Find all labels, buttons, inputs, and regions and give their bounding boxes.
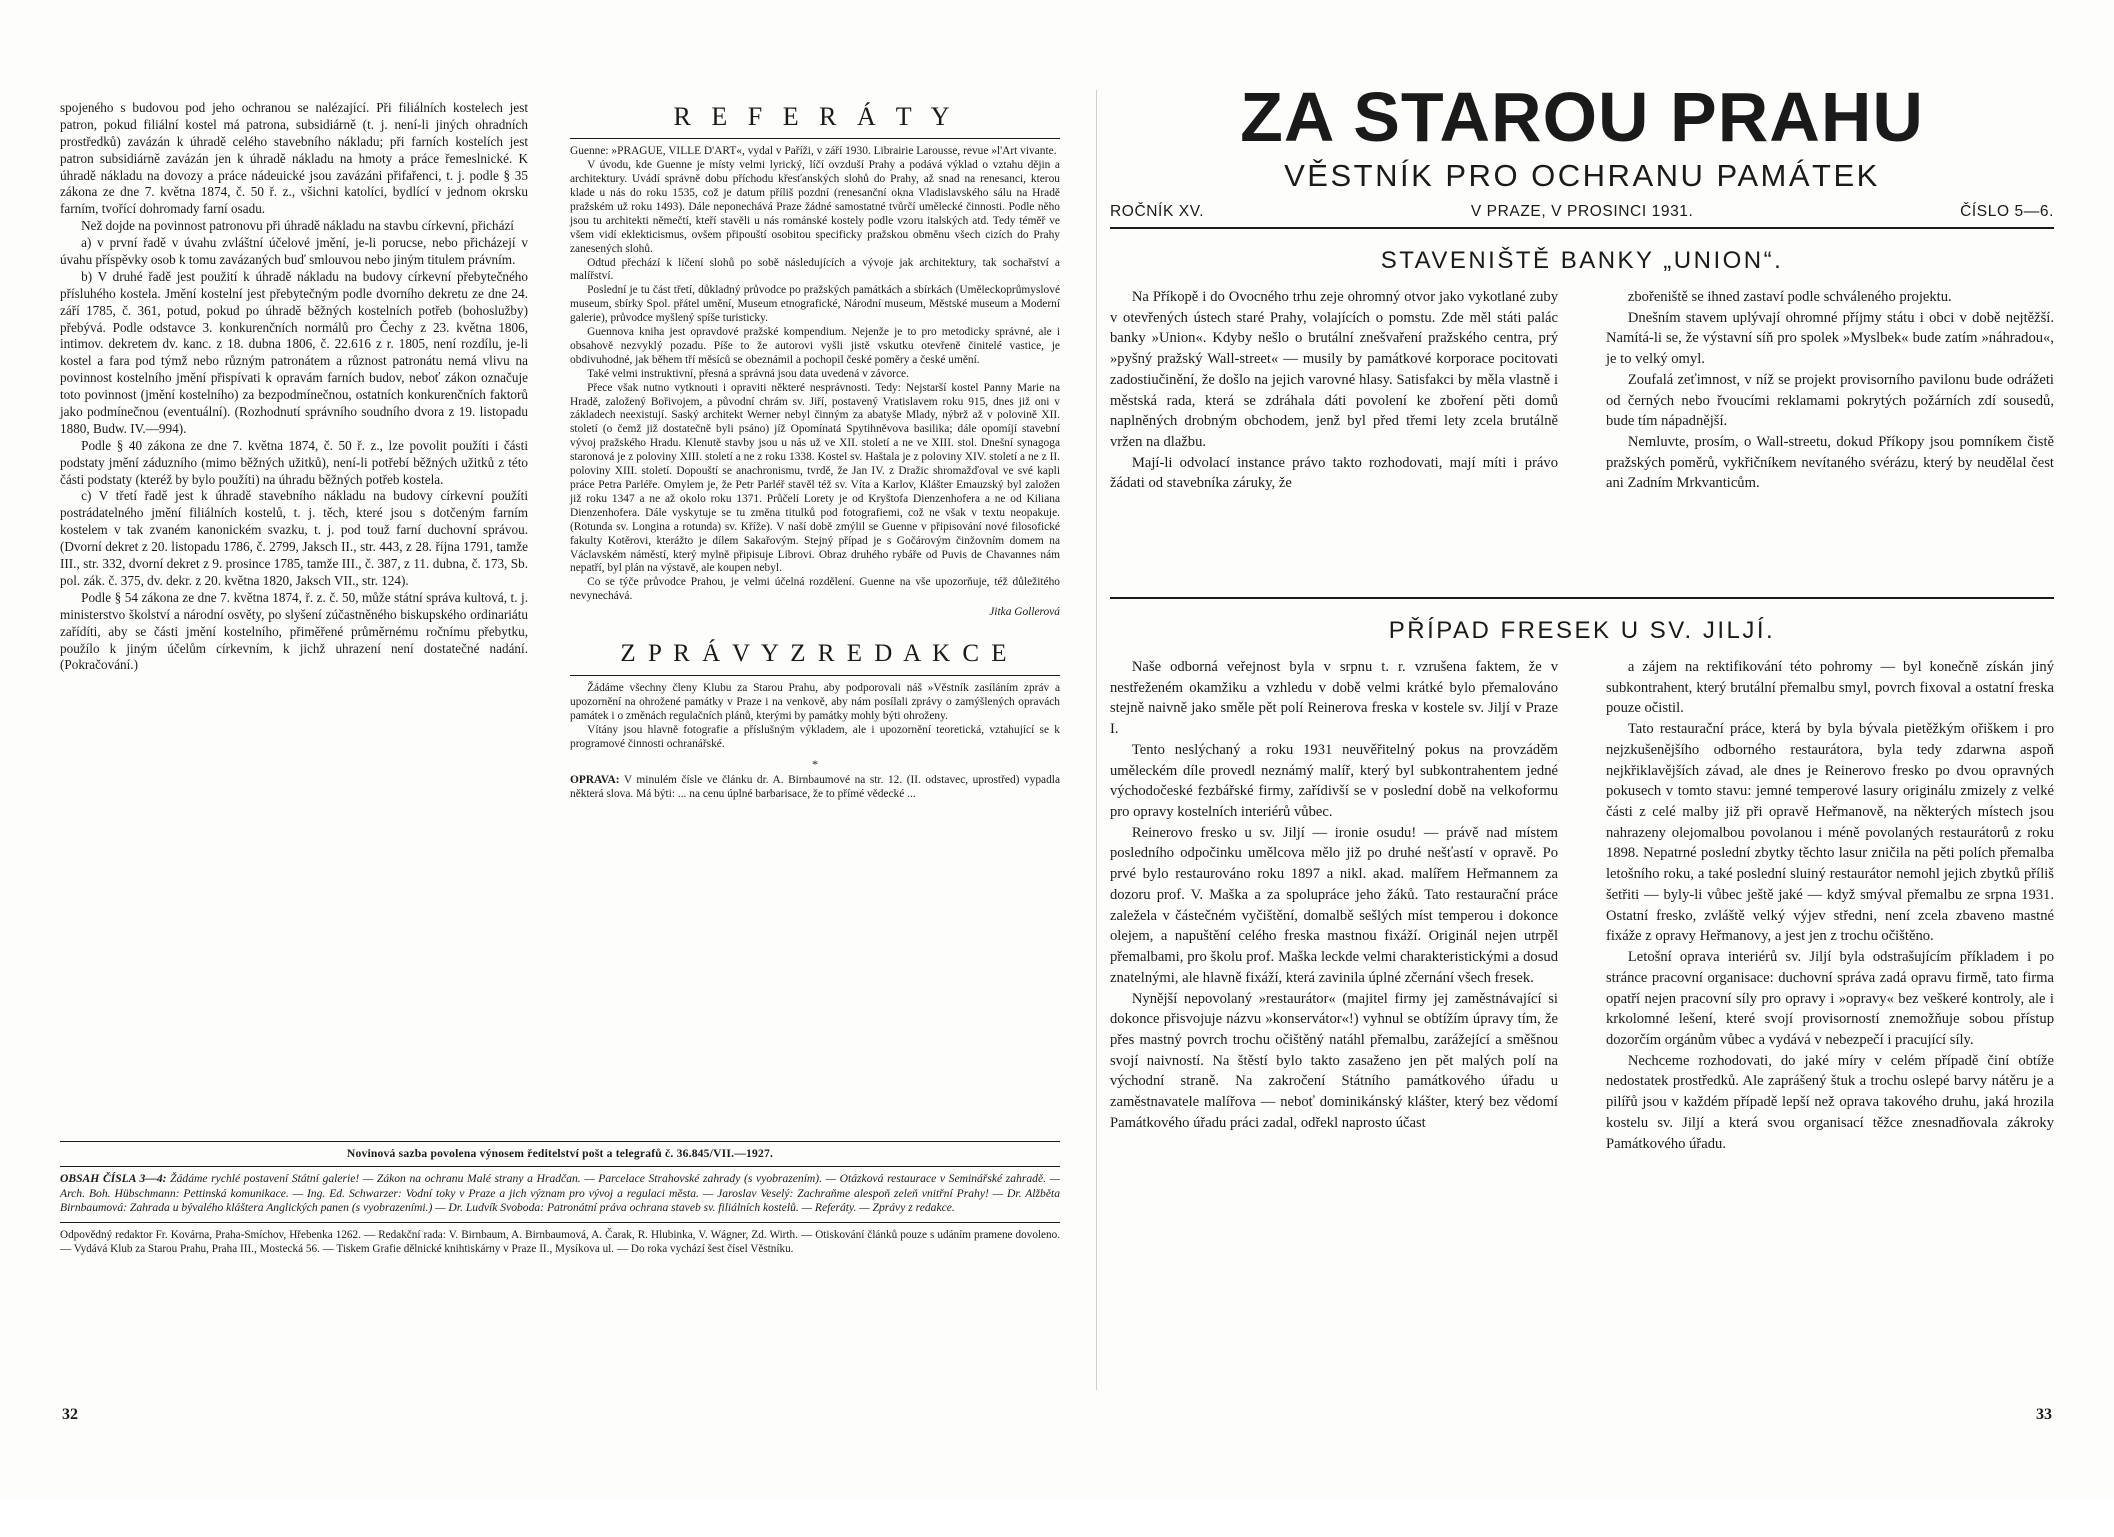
paragraph: Podle § 54 zákona ze dne 7. května 1874, ř. z. č. 50, může státní správa kultová, t. j. ministerstvo školství a národní osvěty, po slyšení zúčastněného biskupského ordinariátu zařídíti, aby se části jmění kostelního, přiměřené průměrnému ročnímu přebytku, použílo k jiným účelům církevním, k jichž uhrazení není dostatečné nadání. (Pokračování.) <box>60 589 528 673</box>
paragraph: zbořeniště se ihned zastaví podle schváleného projektu. <box>1627 289 1952 305</box>
paragraph: Žádáme všechny členy Klubu za Starou Prahu, aby podporovali náš »Věstník zasíláním zpráv a upozornění na ohrožené památky v Praze i na venkově, aby nám posílali zprávy o zamýšlených opravách památek i o změnách regulačních plánů, kterými by památky mohly býti ohroženy. <box>570 682 1060 722</box>
paragraph: c) V třetí řadě jest k úhradě stavebního nákladu na budovy církevní použíti postrádatelného jmění filiálních kostelů, t. j. těch, které jsou s dotčeným farním kostelem v tak zvaném kanonickém svazku, t. j. pod touž farní duchovní správou. (Dvorní dekret z 20. listopadu 1786, č. 2799, Jaksch II., str. 443, z 28. října 1791, tamže III., str. 332, dvorní dekret z 9. prosince 1785, tamže III., č. 387, z 11. dubna, č. 173, Sb. pol. zák. č. 375, dv. dekr. z 20. května 1820, Jaksch VII., str. 124). <box>60 488 528 588</box>
postal-notice: Novinová sazba povolena výnosem ředitelství pošt a telegrafů č. 36.845/VII.—1927. <box>346 1147 774 1160</box>
paragraph: Guennova kniha jest opravdové pražské kompendium. Nejenže je to pro metodicky správné, ale i obsahově nezvyklý pozadu. Píše to že autorovi vyšli jistě vskutku otevřeně činitelé vastice, je obdivuhodné, jak během tří měsíců se obeznámil a pochopil české poměry a české umění. <box>570 326 1060 366</box>
divider <box>1110 597 2054 599</box>
paragraph: spojeného s budovou pod jeho ochranou se nalézající. Při filiálních kostelech jest patron, pokud filiální kostel má patrona, subsidiárně (t. j. není-li jiných ohradních prostředků) zavázán k úhradě celého stavebního nákladu; při farních kostelích jest patron subsidiárně zavázán jen k úhradě nákladu na hmoty a práce řemeslnické. K úhradě nákladu na dovozy a práce nádeuické jsou zavázáni přifařenci, t. j. podle § 35 zákona ze dne 7. května 1874, č. 50 ř. z., všichni katolíci, bydlící v jednom okrsku farním, tvořící dohromady farní osadu. <box>60 100 528 217</box>
masthead-subtitle: VĚSTNÍK PRO OCHRANU PAMÁTEK <box>1284 158 1880 193</box>
paragraph: Nechceme rozhodovati, do jaké míry v celém případě činí obtíže nedostatek prostředků. Ale zaprášený štuk a trochu oslepé barvy nátěru je a pilířů jsou v každém případě lepší než oprava takového druhu, jaká hrozila kostelu sv. Jiljí a která svou organisací těžce znesnadňovala zákroky Památkového úřadu. <box>1606 1052 2054 1152</box>
zpravy-block <box>570 682 1060 802</box>
paragraph: Tato restaurační práce, která by byla bývala pietěžkým ořiškem i pro nejzkušenějšího odborného restaurátora, byla tedy zdarwna aspoň nejkřiklavějších závad, ale dnes je Reinerovo fresko po dvou opravných pokusech v tomto stavu: jemné temperové lasury originálu zmizely z velké části z celé malby již při opravě Heřmanově, na některých místech jsou nahrazeny olejomalbou povolanou i méně povolaných restaurátorů z roku 1898. Nepatrné poslední zbytky těchto lasur zničila na pěti polích přemalba letošního roku, a také poslední sluiný restaurátor nemohl jejich zbytků příliš šetřiti — byly-li vůbec ještě jaké — když smýval přemalbu ze srpna 1931. Ostatní fresko, zvláště velký výjev středni, není zcela zbaveno mastné fixáže z opravy Heřmanovy, a jest jen z trochu očištěno. <box>1606 721 2054 945</box>
review-signature: Jitka Gollerová <box>989 606 1060 619</box>
paragraph: Reinerovo fresko u sv. Jiljí — ironie osudu! — právě nad místem posledního odpočinku umělcova mělo již po druhé nešťastí v opravě. Po prvé bylo restaurováno roku 1897 a nikl. akad. malířem Heřmannem za dozoru prof. V. Maška a za spolupráce jeho žáků. Tato restaurační práce zaležela v částečném vyčištění, domalbě sešlých míst temperou i dokonce olejem, a napuštění celého freska mastnou fixáží. Originál nejen utrpěl přemalbami, pro školu prof. Maška leckde velmi charakteristickými a dosud znatelnými, ale hlavně fixáží, která zavinila úplné zčernání všech fresek. <box>1110 824 1558 986</box>
oprava-block <box>570 774 1060 802</box>
masthead-title: ZA STAROU PRAHU <box>1240 78 1924 156</box>
paragraph: Mají-li odvolací instance právo takto rozhodovati, mají míti i právo žádati od stavebníka záruky, že <box>1110 454 1558 492</box>
article-2-column-2 <box>1606 657 2054 1154</box>
oprava-label: OPRAVA: <box>570 774 620 787</box>
paragraph: Než dojde na povinnost patronovu při úhradě nákladu na stavbu církevní, přichází <box>81 218 514 234</box>
paragraph: Zoufalá zeťimnost, v níž se projekt provisorního pavilonu bude odrážeti od černých nebo řvoucími reklamami pokrytých požárních zdí sousedů, bude tím nápadnější. <box>1606 371 2054 430</box>
left-page <box>60 100 1060 1410</box>
referaty-heading: R E F E R Á T Y <box>570 100 1060 139</box>
divider <box>60 1141 1060 1142</box>
colophon: Odpovědný redaktor Fr. Kovárna, Praha-Smíchov, Hřebenka 1262. — Redakční rada: V. Birnbaum, A. Birnbaumová, A. Čarak, R. Hlubinka, V. Wágner, Zd. Wirth. — Otiskování článků pouze s udáním pramene dovoleno. — Vydává Klub za Starou Prahu, Praha III., Mostecká 56. — Tiskem Grafie dělnické knihtiskárny v Praze II., Mysíkova ul. — Do roka vychází šest čísel Věstníku. <box>60 1228 1060 1255</box>
left-column-2 <box>570 100 1060 802</box>
review-lead: Guenne: »PRAGUE, VILLE D'ART«, vydal v Paříži, v září 1930. Librairie Larousse, revue »l'Art vivante. <box>570 145 1057 158</box>
table-of-contents <box>60 1172 1060 1216</box>
paragraph: Na Příkopě i do Ovocného trhu zeje ohromný otvor jako vykotlané zuby v otevřených ústech staré Prahy, volajících o pomstu. Zde měl státi palác banky »Union«. Kdyby nešlo o brutální znešvaření pražského centra, prý »pyšný pražský Wall-street« — musily by památkové korporace pocitovati zadostiučinění, že došlo na jejich varovné hlasy. Satisfakci by měla vlastně i městská rada, která se zdráhala dáti povolení ke zboření pěti domů naplněných drobným obchodem, jenž byl před třemi lety zcela brutálně vržen na dlažbu. <box>1110 289 1558 451</box>
zpravy-heading: Z P R Á V Y Z R E D A K C E <box>570 638 1060 676</box>
article-1-columns <box>1110 287 2054 587</box>
article-1-column-2 <box>1606 287 2054 494</box>
toc-text: Žádáme rychlé postavení Státní galerie! — Zákon na ochranu Malé strany a Hradčan. — Parcelace Strahovské zahrady (s vyobrazením). — Otázková restaurace v Seminářské zahradě. — Arch. Boh. Hübschmann: Pettinská komunikace. — Ing. Ed. Schwarzer: Vodní toky v Praze a jich význam pro vývoj a regulaci města. — Jaroslav Veselý: Zachraňme alespoň zeleň vnitřní Prahy! — Dr. Alžběta Birnbaumová: Zahrada u bývalého kláštera Anglických panen (s vyobrazeními.) — Dr. Ludvík Svoboda: Patronátní práva ochrana staveb sv. filiálních kostelů. — Referáty. — Zprávy z redakce. <box>60 1172 1060 1215</box>
paragraph: b) V druhé řadě jest použití k úhradě nákladu na budovy církevní přebytečného přísluhého kostela. Jmění kostelní jest přebytečným podle dvorního dekretu ze dne 24. září 1785, č. 361, potud, pokud po úhradě běžných kostelních potřeb (bohoslužby) přebývá. Podle odstavce 3. konkurenčních normálů pro Čechy z 23. května 1806, intimov. dekretem dv. kanc. z 18. dubna 1806, č. 22.616 z r. 1805, není rozdílu, je-li kostel a fara pod týmž nebo různým patronátem a různost patronátu nemá vlivu na povinnost kostelního jmění přispívati k opravám farních budov, neboť zákon označuje toto povinnost (jmění kostelního) za bezpodmínečnou, ostatních konkurenčních faktorů jako podmínečnou (eventuální). (Rozhodnutí správního soudního dvora z 19. listopadu 1880, Budw. IV.—994). <box>60 268 528 436</box>
place-date-label: V PRAZE, V PROSINCI 1931. <box>1470 203 1694 220</box>
page-number-right: 33 <box>2036 1406 2052 1423</box>
page-number-left: 32 <box>62 1406 78 1423</box>
article-2-heading: PŘÍPAD FRESEK U SV. JILJÍ. <box>1388 617 1776 644</box>
divider <box>60 1166 1060 1167</box>
paragraph: Tento neslýchaný a roku 1931 neuvěřitelný pokus na provzáděm uměleckém díle provedl neznámý malíř, který byl subkontrahentem jedné východočeské fezbářské firmy, zařídivší se v poslední době na velkoformu pro opravy kostelních interiérů vůbec. <box>1110 741 1558 821</box>
article-2-column-1 <box>1110 657 1558 1134</box>
masthead-meta <box>1110 203 2054 229</box>
paragraph: Letošní oprava interiérů sv. Jiljí byla odstrašujícím příkladem i po stránce pracovní organisace: duchovní správa zadá opravu firmě, tato firma opatří nejen pracovní síly pro opravy i »opravy« bez veškeré kontroly, ale i krkolomné lešení, které svojí provisorností znemožňuje sobou přístup dozorčím orgánům vůbec a vydává v nebezpečí i pracující síly. <box>1606 949 2054 1048</box>
review-block <box>570 145 1060 620</box>
paragraph: V úvodu, kde Guenne je místy velmi lyrický, líčí ovzduší Prahy a podává výklad o vztahu dějin a architektury. Uvádí správně dobu příchodu křesťanských slohů do Prahy, až snad na renesanci, kterou klade u nás do roku 1535, což je datum příliš pozdní (renesanční okna Vladislavského sálu na Hradě pražském už roku 1493). Dále neponechává Praze žádné samostatné tvůrčí umělecké činnosti. Podle něho jsou tu architekti němečtí, kteří stavěli u nás románské kostely podle vzoru italských atd. Tedy téměř ve všem vidí eklekticismus, ovšem připouští osobitou specificky pražskou obměnu všech cizích do Prahy zanesených slohů. <box>570 159 1060 255</box>
divider <box>60 1222 1060 1223</box>
toc-heading: OBSAH ČÍSLA 3—4: <box>60 1172 167 1185</box>
article-1-heading: STAVENIŠTĚ BANKY „UNION“. <box>1380 247 1784 274</box>
paragraph: a) v první řadě v úvahu zvláštní účelové jmění, je-li porucse, nebo přicházejí v úvahu příspěvky osob k tomu zavázaných buď smlouvou nebo jiným titulem právním. <box>60 235 528 268</box>
left-page-footer <box>60 1135 1060 1256</box>
paragraph: Odtud přechází k líčení slohů po sobě následujících a vývoje jak architektury, tak sochařství a malířství. <box>570 256 1060 283</box>
paragraph: Poslední je tu část třetí, důkladný průvodce po pražských památkách a sbírkách (Uměleckoprůmyslové museum, sbírky Spol. přátel umění, Museum etnografické, Národní museum, Městské museum a Moderní galerie), průvodce myšlený spíše turisticky. <box>570 284 1060 325</box>
paragraph: a zájem na rektifikování této pohromy — byl konečně získán jiný subkontrahent, který brutální přemalbu smyl, povrch fixoval a ostatní freska pouze očistil. <box>1606 659 2054 717</box>
volume-label: ROČNÍK XV. <box>1110 203 1205 220</box>
paragraph: Podle § 40 zákona ze dne 7. května 1874, č. 50 ř. z., lze povolit použíti i části podstaty jmění záduzního (mimo běžných užitků), není-li potřebí běžných užitků z této části podstaty (kteréž by bylo použíti) na úhradu běžných potřeb kostela. <box>60 437 528 487</box>
page-gutter-divider <box>1096 90 1097 1390</box>
paragraph: Dnešním stavem uplývají ohromné příjmy státu i obci v době nejtěžší. Namítá-li se, že výstavní síň pro spolek »Myslbek« bude zatím »náhradou«, je to velký omyl. <box>1606 309 2054 368</box>
oprava-text: V minulém čísle ve článku dr. A. Birnbaumové na str. 12. (II. odstavec, uprostřed) vypadla některá slova. Má býti: ... na cenu úplné barbarisace, že to přímé vědecké ... <box>570 774 1060 801</box>
paragraph: Naše odborná veřejnost byla v srpnu t. r. vzrušena faktem, že v nestřeženém okamžiku a vzhledu v době velmi krátké bylo přemalováno stejně naivně jako směle pět polí Reinerova freska v kostele sv. Jiljí v Praze I. <box>1110 659 1558 738</box>
right-page <box>1110 78 2054 1537</box>
paragraph: Nynější nepovolaný »restaurátor« (majitel firmy jej zaměstnávající si dokonce přisvojuje názvu »konservátor«!) vyhnul se obtížím úpravy tím, že přes mastný povrch trochu očištěný natáhl přemalbu, zarážející a směšnou svojí naivností. Na štěstí bylo takto zasaženo jen pět malých polí na východní straně. Na zakročení Státního památkového úřadu u zaměstnavatele malířova — neboť dominikánský klášter, který bez vědomí Památkového úřadu práci zadal, odřekl naprosto účast <box>1110 990 1558 1131</box>
paragraph: Co se týče průvodce Prahou, je velmi účelná rozdělení. Guenne na vše upozorňuje, též důležitého nevynechává. <box>570 576 1060 603</box>
issue-label: ČÍSLO 5—6. <box>1960 203 2054 220</box>
left-column-1 <box>60 100 528 674</box>
article-1-column-1 <box>1110 287 1558 494</box>
paragraph: Také velmi instruktivní, přesná a správná jsou data uvedená v závorce. <box>587 367 909 380</box>
paragraph: Vítány jsou hlavně fotografie a příslušným výkladem, ale i upozornění teoretická, vztahující se k programové činnosti ochranářské. <box>570 723 1060 750</box>
paragraph: Přece však nutno vytknouti i opraviti některé nesprávnosti. Tedy: Nejstarší kostel Panny Marie na Hradě, založený Bořivojem, a původní chrám sv. Jiří, postavený Vratislavem roku 915, dnes již oni v základech neexistují. Saský architekt Werner nebyl činným za abatyše Mlady, nýbrž až v polovině XII. století (o čemž již dostatečně byli psáno) jíž Opomínatá Spytihněvova basilika; dále opomíjí stavební vývoj pražského Hradu. Klenutě stavby jsou u nás už ve XII. století a ne ve XIII. stol. Dnešní synagoga staronová je z poloviny XIII. století a ne z roku 1338. Kostel sv. Haštala je z poloviny XIV. století a ne z II. poloviny XIII. století. Dopouští se anachronismu, tvrdě, že Jan IV. z Dražic shromažďoval ve své kapli práce Petra Parléře. Omylem je, že Petr Parléř stavěl též sv. Víta a Karlov, Klášter Emauzský byl založen již roku 1347 a ne až okolo roku 1371. Průčelí Lorety je od Kryštofa Dienzenhofera a ne od Kiliana Dienzenhofera. Dále vyskytuje se tu změna titulků pod fotografiemi, což ne však v textu neopakuje. (Rotunda sv. Longina a rotunda) sv. Kříže). V naší době zmýlil se Guenne v připisování nové filosofické fakulty Kotěrovi, kterážto je dílem Sakařovým. Stejný případ je s Gočárovým činžovním domem na Václavském náměstí, který mylně připisuje Librovi. Obraz druhého rybáře od Puvis de Chavannes nám nepatří, byl plán na výstavě, ale koupen nebyl. <box>570 381 1060 575</box>
paragraph: Nemluvte, prosím, o Wall-streetu, dokud Příkopy jsou pomníkem čistě pražských poměrů, vykřičníkem nevítaného svérázu, který by neudělal čest ani Zadním Mrkvanticům. <box>1606 434 2054 492</box>
section-separator-star: * <box>812 756 818 771</box>
article-2-columns <box>1110 657 2054 1537</box>
